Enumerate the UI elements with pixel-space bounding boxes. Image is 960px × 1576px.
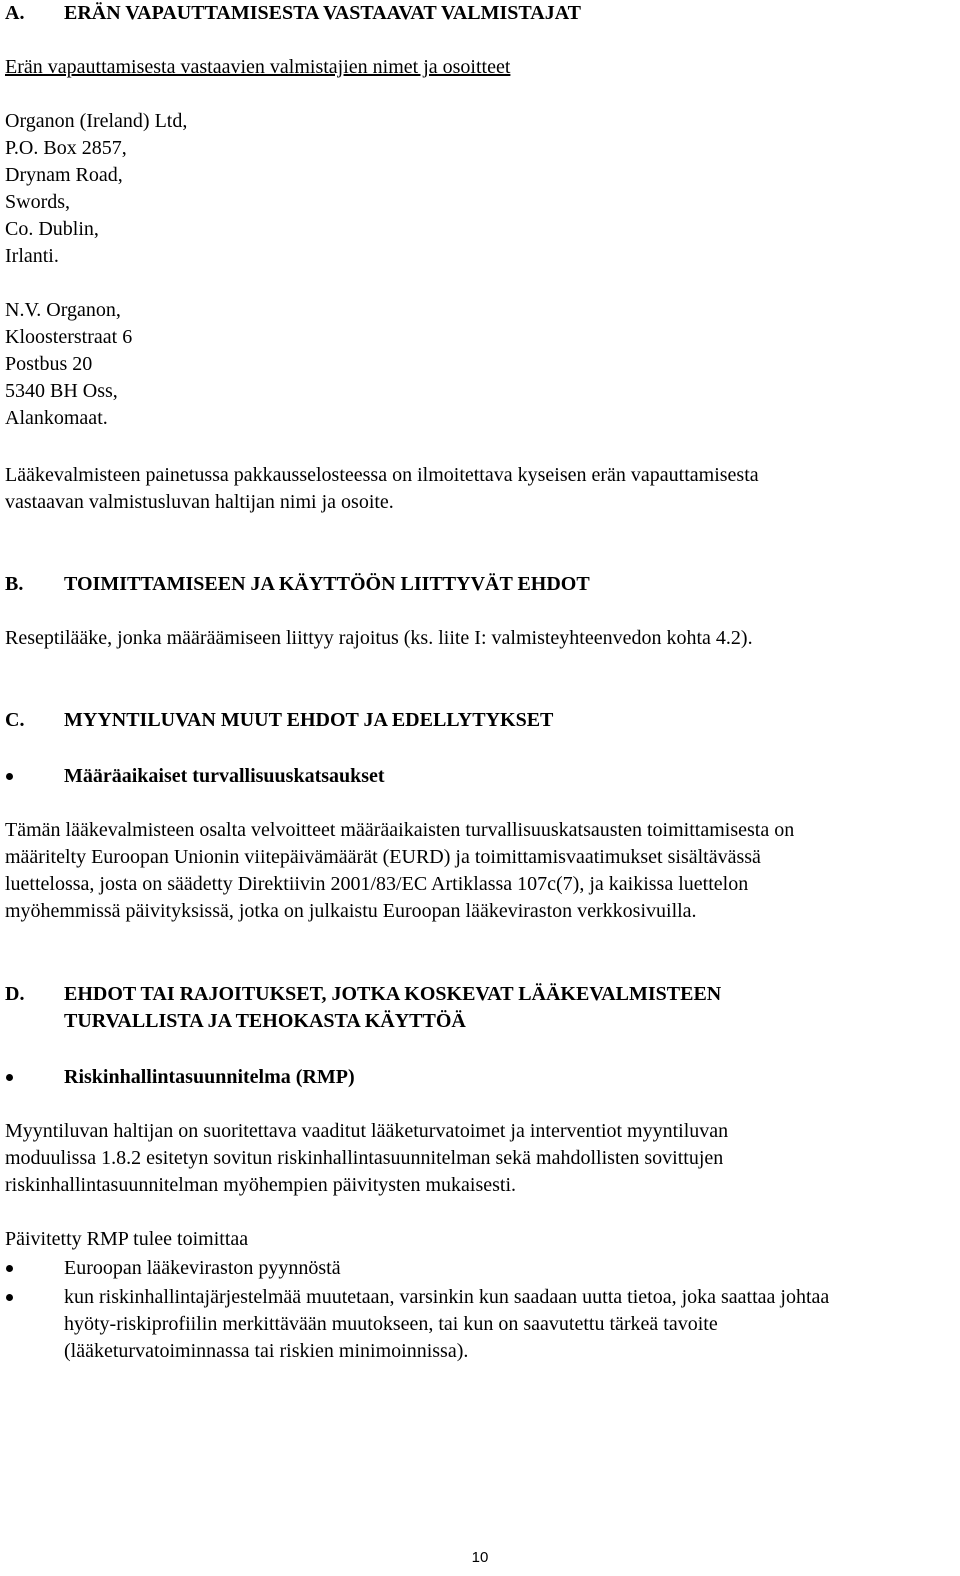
psur-paragraph bbox=[5, 817, 954, 925]
package-leaflet-note bbox=[5, 462, 954, 516]
paragraph-line: Lääkevalmisteen painetussa pakkausselosteessa on ilmoitettava kyseisen erän vapauttamisesta bbox=[5, 464, 759, 486]
bullet-icon bbox=[5, 763, 64, 790]
paragraph-line: moduulissa 1.8.2 esitetyn sovitun riskinhallintasuunnitelman sekä mahdollisten sovittujen bbox=[5, 1147, 724, 1169]
address-line: Irlanti. bbox=[5, 245, 59, 267]
section-letter: A. bbox=[5, 2, 25, 24]
rmp-bullet bbox=[5, 1064, 954, 1091]
list-item-line: (lääketurvatoiminnassa tai riskien minimoinnissa). bbox=[64, 1340, 469, 1362]
paragraph-line: vastaavan valmistusluvan haltijan nimi ja osoite. bbox=[5, 491, 394, 513]
address-line: Swords, bbox=[5, 191, 71, 213]
address-line: Drynam Road, bbox=[5, 164, 123, 186]
manufacturers-subtitle: Erän vapauttamisesta vastaavien valmistajien nimet ja osoitteet bbox=[5, 56, 511, 78]
section-title-line: EHDOT TAI RAJOITUKSET, JOTKA KOSKEVAT LÄÄKEVALMISTEEN bbox=[64, 983, 722, 1005]
paragraph-line: riskinhallintasuunnitelman myöhempien päivitysten mukaisesti. bbox=[5, 1174, 517, 1196]
address-line: Kloosterstraat 6 bbox=[5, 326, 133, 348]
rmp-intro: Päivitetty RMP tulee toimittaa bbox=[5, 1228, 249, 1250]
list-item-line: hyöty-riskiprofiilin merkittävään muutokseen, tai kun on saavutettu tärkeä tavoite bbox=[64, 1313, 718, 1335]
list-item-text bbox=[64, 1284, 954, 1365]
section-b-heading bbox=[5, 571, 954, 598]
page-number: 10 bbox=[471, 1549, 489, 1566]
list-item-line: kun riskinhallintajärjestelmää muutetaan, varsinkin kun saadaan uutta tietoa, joka saattaa johtaa bbox=[64, 1286, 830, 1308]
address-line: Organon (Ireland) Ltd, bbox=[5, 110, 188, 132]
paragraph-line: määritelty Euroopan Unionin viitepäivämäärät (EURD) ja toimittamisvaatimukset sisältävässä bbox=[5, 846, 761, 868]
address-line: N.V. Organon, bbox=[5, 299, 121, 321]
section-title: TOIMITTAMISEEN JA KÄYTTÖÖN LIITTYVÄT EHDOT bbox=[64, 573, 590, 595]
section-c-heading bbox=[5, 707, 954, 734]
bullet-icon bbox=[5, 1284, 64, 1365]
address-line: Co. Dublin, bbox=[5, 218, 99, 240]
rmp-list-item bbox=[5, 1284, 954, 1365]
address-line: 5340 BH Oss, bbox=[5, 380, 118, 402]
bullet-icon bbox=[5, 1064, 64, 1091]
address-line: Alankomaat. bbox=[5, 407, 108, 429]
rmp-list-item bbox=[5, 1255, 954, 1282]
section-letter: C. bbox=[5, 709, 25, 731]
prescription-text: Reseptilääke, jonka määräämiseen liittyy rajoitus (ks. liite I: valmisteyhteenvedon kohta 4.2). bbox=[5, 627, 753, 649]
section-a-heading bbox=[5, 0, 954, 27]
section-letter: D. bbox=[5, 983, 25, 1005]
section-d-heading bbox=[5, 981, 954, 1035]
paragraph-line: myöhemmissä päivityksissä, jotka on julkaistu Euroopan lääkeviraston verkkosivuilla. bbox=[5, 900, 697, 922]
section-letter: B. bbox=[5, 573, 24, 595]
section-title: MYYNTILUVAN MUUT EHDOT JA EDELLYTYKSET bbox=[64, 709, 554, 731]
address-organon-nl bbox=[5, 297, 954, 432]
address-line: P.O. Box 2857, bbox=[5, 137, 127, 159]
section-title bbox=[64, 981, 954, 1035]
bullet-heading: Riskinhallintasuunnitelma (RMP) bbox=[64, 1066, 355, 1088]
address-line: Postbus 20 bbox=[5, 353, 93, 375]
section-title: ERÄN VAPAUTTAMISESTA VASTAAVAT VALMISTAJAT bbox=[64, 2, 582, 24]
section-title-line: TURVALLISTA JA TEHOKASTA KÄYTTÖÄ bbox=[64, 1010, 466, 1032]
psur-bullet bbox=[5, 763, 954, 790]
paragraph-line: luettelossa, josta on säädetty Direktiivin 2001/83/EC Artiklassa 107c(7), ja kaikissa luettelon bbox=[5, 873, 749, 895]
bullet-heading: Määräaikaiset turvallisuuskatsaukset bbox=[64, 765, 385, 787]
rmp-paragraph bbox=[5, 1118, 954, 1199]
list-item-text: Euroopan lääkeviraston pyynnöstä bbox=[64, 1257, 341, 1279]
paragraph-line: Tämän lääkevalmisteen osalta velvoitteet määräaikaisten turvallisuuskatsausten toimittamisesta on bbox=[5, 819, 795, 841]
address-organon-ireland bbox=[5, 108, 954, 270]
paragraph-line: Myyntiluvan haltijan on suoritettava vaaditut lääketurvatoimet ja interventiot myyntiluvan bbox=[5, 1120, 729, 1142]
bullet-icon bbox=[5, 1255, 64, 1282]
